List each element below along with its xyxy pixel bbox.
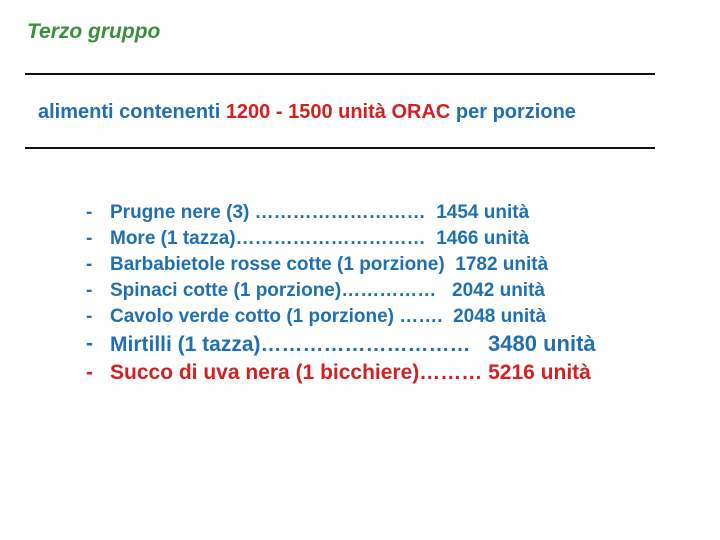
- food-list: [80, 200, 660, 387]
- bullet-dash: -: [86, 202, 93, 223]
- item-label: Prugne nere (3) ………………………: [110, 202, 426, 223]
- item-label: More (1 tazza)…………………………: [110, 228, 426, 249]
- bottom-divider: [25, 147, 655, 149]
- list-item: [80, 330, 660, 359]
- bullet-dash: -: [86, 306, 93, 327]
- subtitle-suffix: per porzione: [450, 101, 576, 123]
- list-item: [80, 278, 660, 304]
- bullet-dash: -: [86, 280, 93, 301]
- item-label: Succo di uva nera (1 bicchiere)………: [110, 361, 483, 384]
- bullet-dash: -: [86, 228, 93, 249]
- list-item-highlight: [80, 359, 630, 387]
- item-value: 1782 unità: [455, 254, 549, 275]
- bullet-dash: -: [86, 332, 93, 355]
- list-item: [80, 200, 660, 226]
- item-value: 2048 unità: [453, 306, 547, 327]
- item-label: Spinaci cotte (1 porzione)……………: [110, 280, 437, 301]
- item-value: 1454 unità: [436, 202, 530, 223]
- item-label: Mirtilli (1 tazza)…………………………: [110, 333, 471, 356]
- subtitle: [38, 101, 576, 124]
- item-value: 5216 unità: [488, 361, 591, 384]
- list-item: [80, 226, 660, 252]
- page-title: Terzo gruppo: [27, 20, 161, 43]
- item-value: 3480 unità: [488, 331, 596, 356]
- top-divider: [25, 73, 655, 75]
- bullet-dash: -: [86, 361, 93, 384]
- bullet-dash: -: [86, 254, 93, 275]
- subtitle-prefix: alimenti contenenti: [38, 101, 226, 123]
- list-item: [80, 252, 660, 278]
- subtitle-highlight: 1200 - 1500 unità ORAC: [225, 101, 451, 123]
- item-label: Cavolo verde cotto (1 porzione) …….: [110, 306, 443, 327]
- list-item: [80, 304, 660, 330]
- item-label: Barbabietole rosse cotte (1 porzione): [110, 254, 445, 275]
- item-value: 2042 unità: [452, 280, 545, 301]
- item-value: 1466 unità: [436, 228, 530, 249]
